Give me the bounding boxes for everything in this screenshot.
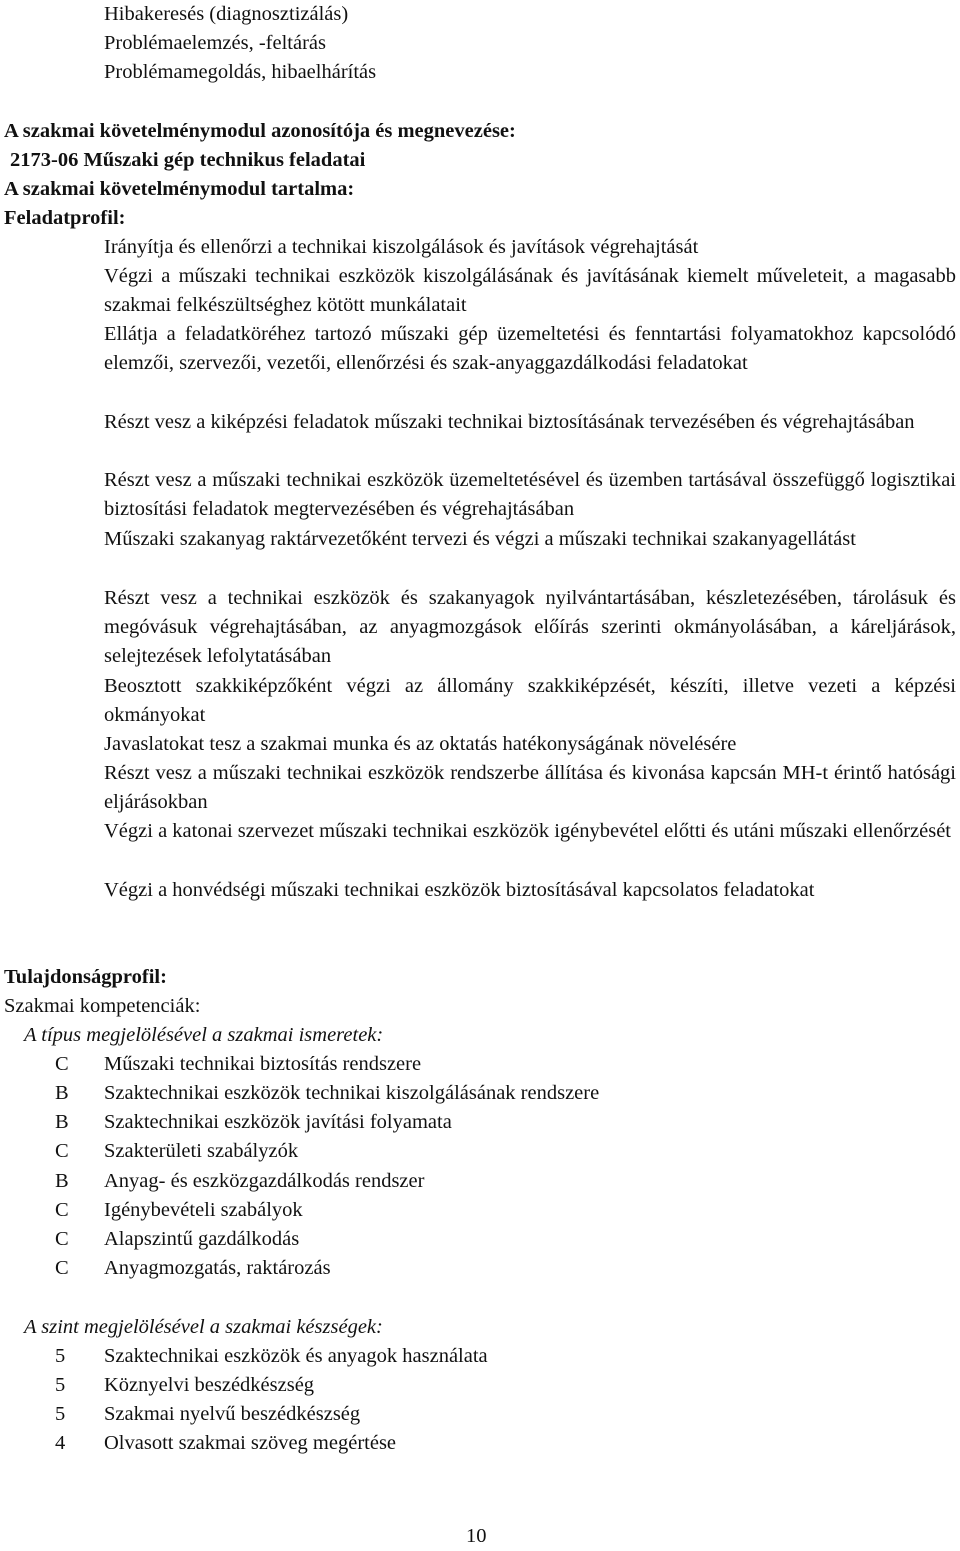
knowledge-heading: A típus megjelölésével a szakmai ismeretek: <box>24 1024 384 1046</box>
knowledge-code: C <box>55 1257 69 1279</box>
skill-text: Olvasott szakmai szöveg megértése <box>104 1432 397 1454</box>
skills-heading: A szint megjelölésével a szakmai készségek: <box>24 1316 383 1338</box>
module-content-heading: A szakmai követelménymodul tartalma: <box>4 178 355 200</box>
task-item: Részt vesz a műszaki technikai eszközök rendszerbe állítása és kivonása kapcsán MH-t érintő hatósági eljárásokban <box>104 762 956 814</box>
task-item: Végzi a katonai szervezet műszaki technikai eszközök igénybevétel előtti és utáni műszaki ellenőrzését <box>104 820 951 842</box>
task-item: Részt vesz a technikai eszközök és szakanyagok nyilvántartásában, készletezésében, tárolásuk és megóvásuk végrehajtásában, az anyagmozgások előírás szerinti okmányolásában, a káreljárások, selejtezések lefolytatásában <box>104 587 956 668</box>
task-item: Beosztott szakkiképzőként végzi az állomány szakkiképzését, készíti, illetve vezeti a képzési okmányokat <box>104 675 956 727</box>
task-item: Javaslatokat tesz a szakmai munka és az oktatás hatékonyságának növelésére <box>104 733 737 755</box>
knowledge-text: Szaktechnikai eszközök javítási folyamata <box>104 1111 452 1133</box>
task-item: Ellátja a feladatköréhez tartozó műszaki gép üzemeltetési és fenntartási folyamatokhoz kapcsolódó elemzői, szervezői, vezetői, ellenőrzési és szak-anyaggazdálkodási feladatokat <box>104 323 956 375</box>
skill-level: 5 <box>55 1345 66 1367</box>
skill-level: 4 <box>55 1432 66 1454</box>
knowledge-text: Anyagmozgatás, raktározás <box>104 1257 331 1279</box>
skill-text: Köznyelvi beszédkészség <box>104 1374 315 1396</box>
knowledge-code: C <box>55 1228 69 1250</box>
knowledge-code: C <box>55 1053 69 1075</box>
task-item: Irányítja és ellenőrzi a technikai kiszolgálások és javítások végrehajtását <box>104 236 699 258</box>
page-number: 10 <box>466 1525 487 1547</box>
task-item: Végzi a műszaki technikai eszközök kiszolgálásának és javításának kiemelt műveleteit, a magasabb szakmai felkészültséghez kötött munkálatait <box>104 265 956 317</box>
knowledge-text: Alapszintű gazdálkodás <box>104 1228 300 1250</box>
knowledge-code: C <box>55 1199 69 1221</box>
top-item: Problémamegoldás, hibaelhárítás <box>104 61 377 83</box>
knowledge-text: Anyag- és eszközgazdálkodás rendszer <box>104 1170 425 1192</box>
module-id-heading: A szakmai követelménymodul azonosítója és megnevezése: <box>4 120 516 142</box>
competencies-label: Szakmai kompetenciák: <box>4 995 201 1017</box>
knowledge-text: Szaktechnikai eszközök technikai kiszolgálásának rendszere <box>104 1082 600 1104</box>
property-profile-heading: Tulajdonságprofil: <box>4 966 167 988</box>
module-id-value: 2173-06 Műszaki gép technikus feladatai <box>10 149 366 171</box>
task-item: Részt vesz a műszaki technikai eszközök üzemeltetésével és üzemben tartásával összefüggő logisztikai biztosítási feladatok megtervezésében és végrehajtásában <box>104 469 956 521</box>
knowledge-code: C <box>55 1140 69 1162</box>
skill-text: Szakmai nyelvű beszédkészség <box>104 1403 361 1425</box>
top-item: Problémaelemzés, -feltárás <box>104 32 326 54</box>
skill-text: Szaktechnikai eszközök és anyagok használata <box>104 1345 488 1367</box>
skill-level: 5 <box>55 1403 66 1425</box>
knowledge-code: B <box>55 1170 69 1192</box>
task-profile-heading: Feladatprofil: <box>4 207 126 229</box>
knowledge-code: B <box>55 1111 69 1133</box>
skill-level: 5 <box>55 1374 66 1396</box>
knowledge-text: Műszaki technikai biztosítás rendszere <box>104 1053 422 1075</box>
knowledge-text: Szakterületi szabályzók <box>104 1140 299 1162</box>
task-item: Részt vesz a kiképzési feladatok műszaki technikai biztosításának tervezésében és végrehajtásában <box>104 411 915 433</box>
task-item: Műszaki szakanyag raktárvezetőként tervezi és végzi a műszaki technikai szakanyagellátást <box>104 528 856 550</box>
knowledge-text: Igénybevételi szabályok <box>104 1199 303 1221</box>
knowledge-code: B <box>55 1082 69 1104</box>
task-item: Végzi a honvédségi műszaki technikai eszközök biztosításával kapcsolatos feladatokat <box>104 879 815 901</box>
top-item: Hibakeresés (diagnosztizálás) <box>104 3 349 25</box>
